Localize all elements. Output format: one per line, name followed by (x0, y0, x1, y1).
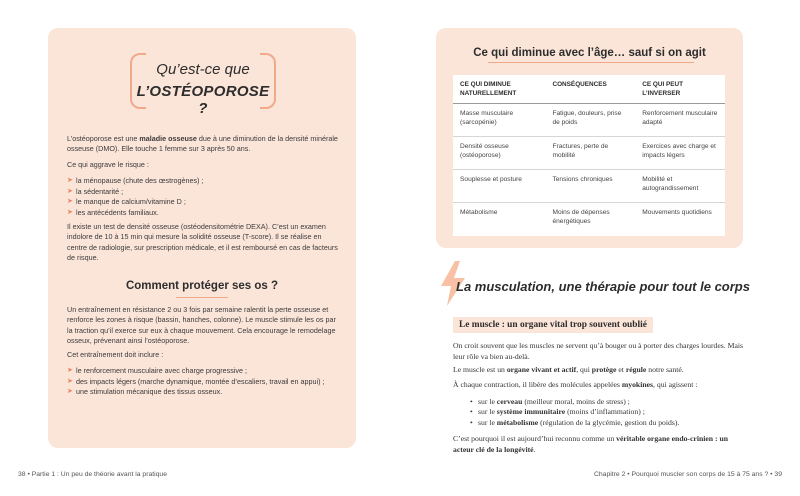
intro-paragraph: L’ostéoporose est une maladie osseuse due à une diminution de la densité minérale osseuse (DMO). Elle touche 1 femme sur 3 après 50 ans. (67, 134, 338, 154)
title-rule (488, 62, 694, 63)
table-row (453, 170, 725, 203)
card-title-line2: L’OSTÉOPOROSE ? (136, 83, 270, 117)
table-cell: Masse musculaire (sarcopénie) (453, 104, 545, 137)
list-item: • sur le métabolisme (régulation de la glycémie, gestion du poids). (470, 417, 680, 427)
right-footer: Chapitre 2 • Pourquoi muscler son corps de 15 à 75 ans ? • 39 (593, 471, 782, 478)
paragraph-1: On croit souvent que les muscles ne servent qu’à bouger ou à porter des charges lourdes. Mais leur rôle va bien au-delà. (453, 341, 743, 361)
protect-paragraph: Un entraînement en résistance 2 ou 3 fois par semaine ralentit la perte osseuse et renforce les zones à risque (bassin, hanches, colonne). Le muscle stimule les os par la traction qu’il exerce sur eux à chaque mouvement. Cela encourage le remodelage osseux, prévenant ainsi l’ostéoporose. (67, 305, 336, 345)
table-cell: Mobilité et autograndissement (635, 170, 725, 203)
column-header: CONSÉQUENCES (545, 75, 635, 104)
table-cell: Métabolisme (460, 209, 498, 216)
test-paragraph: Il existe un test de densité osseuse (ostéodensitométrie DEXA). C’est un examen indolore de 10 à 15 min qui mesure la solidité osseuse (T-score). Il se réalise en centre de radiologie, sur prescription médicale, et il est remboursé en cas de facteurs de risque. (67, 222, 338, 262)
table-cell: Moins de dépenses énergétiques (552, 209, 610, 225)
table-cell: Fractures, perte de mobilité (545, 137, 635, 170)
arrow-right-icon: ➤ (67, 377, 73, 385)
list-item: ➤ des impacts légers (marche dynamique, montée d’escaliers, travail en appui) ; (67, 376, 325, 386)
card-title: Ce qui diminue avec l’âge… sauf si on agit (473, 47, 706, 59)
list-item: ➤ les antécédents familiaux. (67, 207, 159, 217)
table-row (453, 203, 725, 236)
arrow-right-icon: ➤ (67, 367, 73, 374)
table-cell: Mouvements quotidiens (642, 209, 712, 216)
section-title: La musculation, une thérapie pour tout le corps (456, 279, 750, 294)
title-frame (130, 53, 276, 117)
bullet-dot-icon: • (470, 397, 473, 406)
table-header-row (453, 75, 725, 104)
table-row (453, 137, 725, 170)
heading-rule (176, 297, 228, 298)
list-item: ➤ le manque de calcium/vitamine D ; (67, 197, 186, 206)
left-footer: 38 • Partie 1 : Un peu de théorie avant la pratique (18, 471, 167, 478)
list-item: ➤ le renforcement musculaire avec charge progressive ; (67, 366, 247, 375)
table-cell: Exercices avec charge et impacts légers (635, 137, 725, 170)
bullet-dot-icon: • (470, 407, 473, 417)
table-cell: Densité osseuse (ostéoporose) (453, 137, 545, 170)
training-intro: Cet entraînement doit inclure : (67, 350, 164, 359)
list-item: • sur le cerveau (meilleur moral, moins de stress) ; (470, 397, 630, 406)
bullet-dot-icon: • (470, 417, 473, 427)
arrow-right-icon: ➤ (67, 208, 73, 216)
table-row (453, 104, 725, 137)
age-table (453, 75, 725, 236)
aggrave-intro: Ce qui aggrave le risque : (67, 160, 149, 169)
table-cell: Souplesse et posture (453, 170, 545, 203)
arrow-right-icon: ➤ (67, 177, 73, 184)
table-cell: Tensions chroniques (545, 170, 635, 203)
card-title-line1: Qu’est-ce que (156, 61, 250, 78)
list-item: ➤ la sédentarité ; (67, 186, 124, 196)
table-cell: Fatigue, douleurs, prise de poids (545, 104, 635, 137)
arrow-right-icon: ➤ (67, 198, 73, 205)
protect-heading: Comment protéger ses os ? (125, 280, 279, 292)
list-item: • sur le système immunitaire (moins d’inflammation) ; (470, 407, 645, 417)
paragraph-4: C’est pourquoi il est aujourd’hui reconnu comme un véritable organe endo-crinien : un acteur clé de la longévité. (453, 434, 729, 454)
training-list (67, 366, 339, 398)
paragraph-2: Le muscle est un organe vivant et actif, qui protège et régule notre santé. (453, 365, 684, 374)
list-item: ➤ une stimulation mécanique des tissus osseux. (67, 387, 223, 396)
list-item: ➤ la ménopause (chute des œstrogènes) ; (67, 176, 204, 185)
myokines-list (470, 397, 740, 428)
aggrave-list (67, 176, 339, 218)
subsection-banner: Le muscle : un organe vital trop souvent oublié (453, 317, 653, 333)
arrow-right-icon: ➤ (67, 388, 73, 395)
arrow-right-icon: ➤ (67, 187, 73, 195)
osteoporosis-card (48, 28, 356, 448)
column-header: CE QUI PEUT L’INVERSER (635, 75, 725, 104)
right-page (400, 0, 800, 496)
paragraph-3: À chaque contraction, il libère des molécules appelées myokines, qui agissent : (453, 380, 698, 389)
age-table-card (436, 28, 743, 248)
table-cell: Renforcement musculaire adapté (635, 104, 725, 137)
column-header: CE QUI DIMINUE NATURELLEMENT (453, 75, 545, 104)
